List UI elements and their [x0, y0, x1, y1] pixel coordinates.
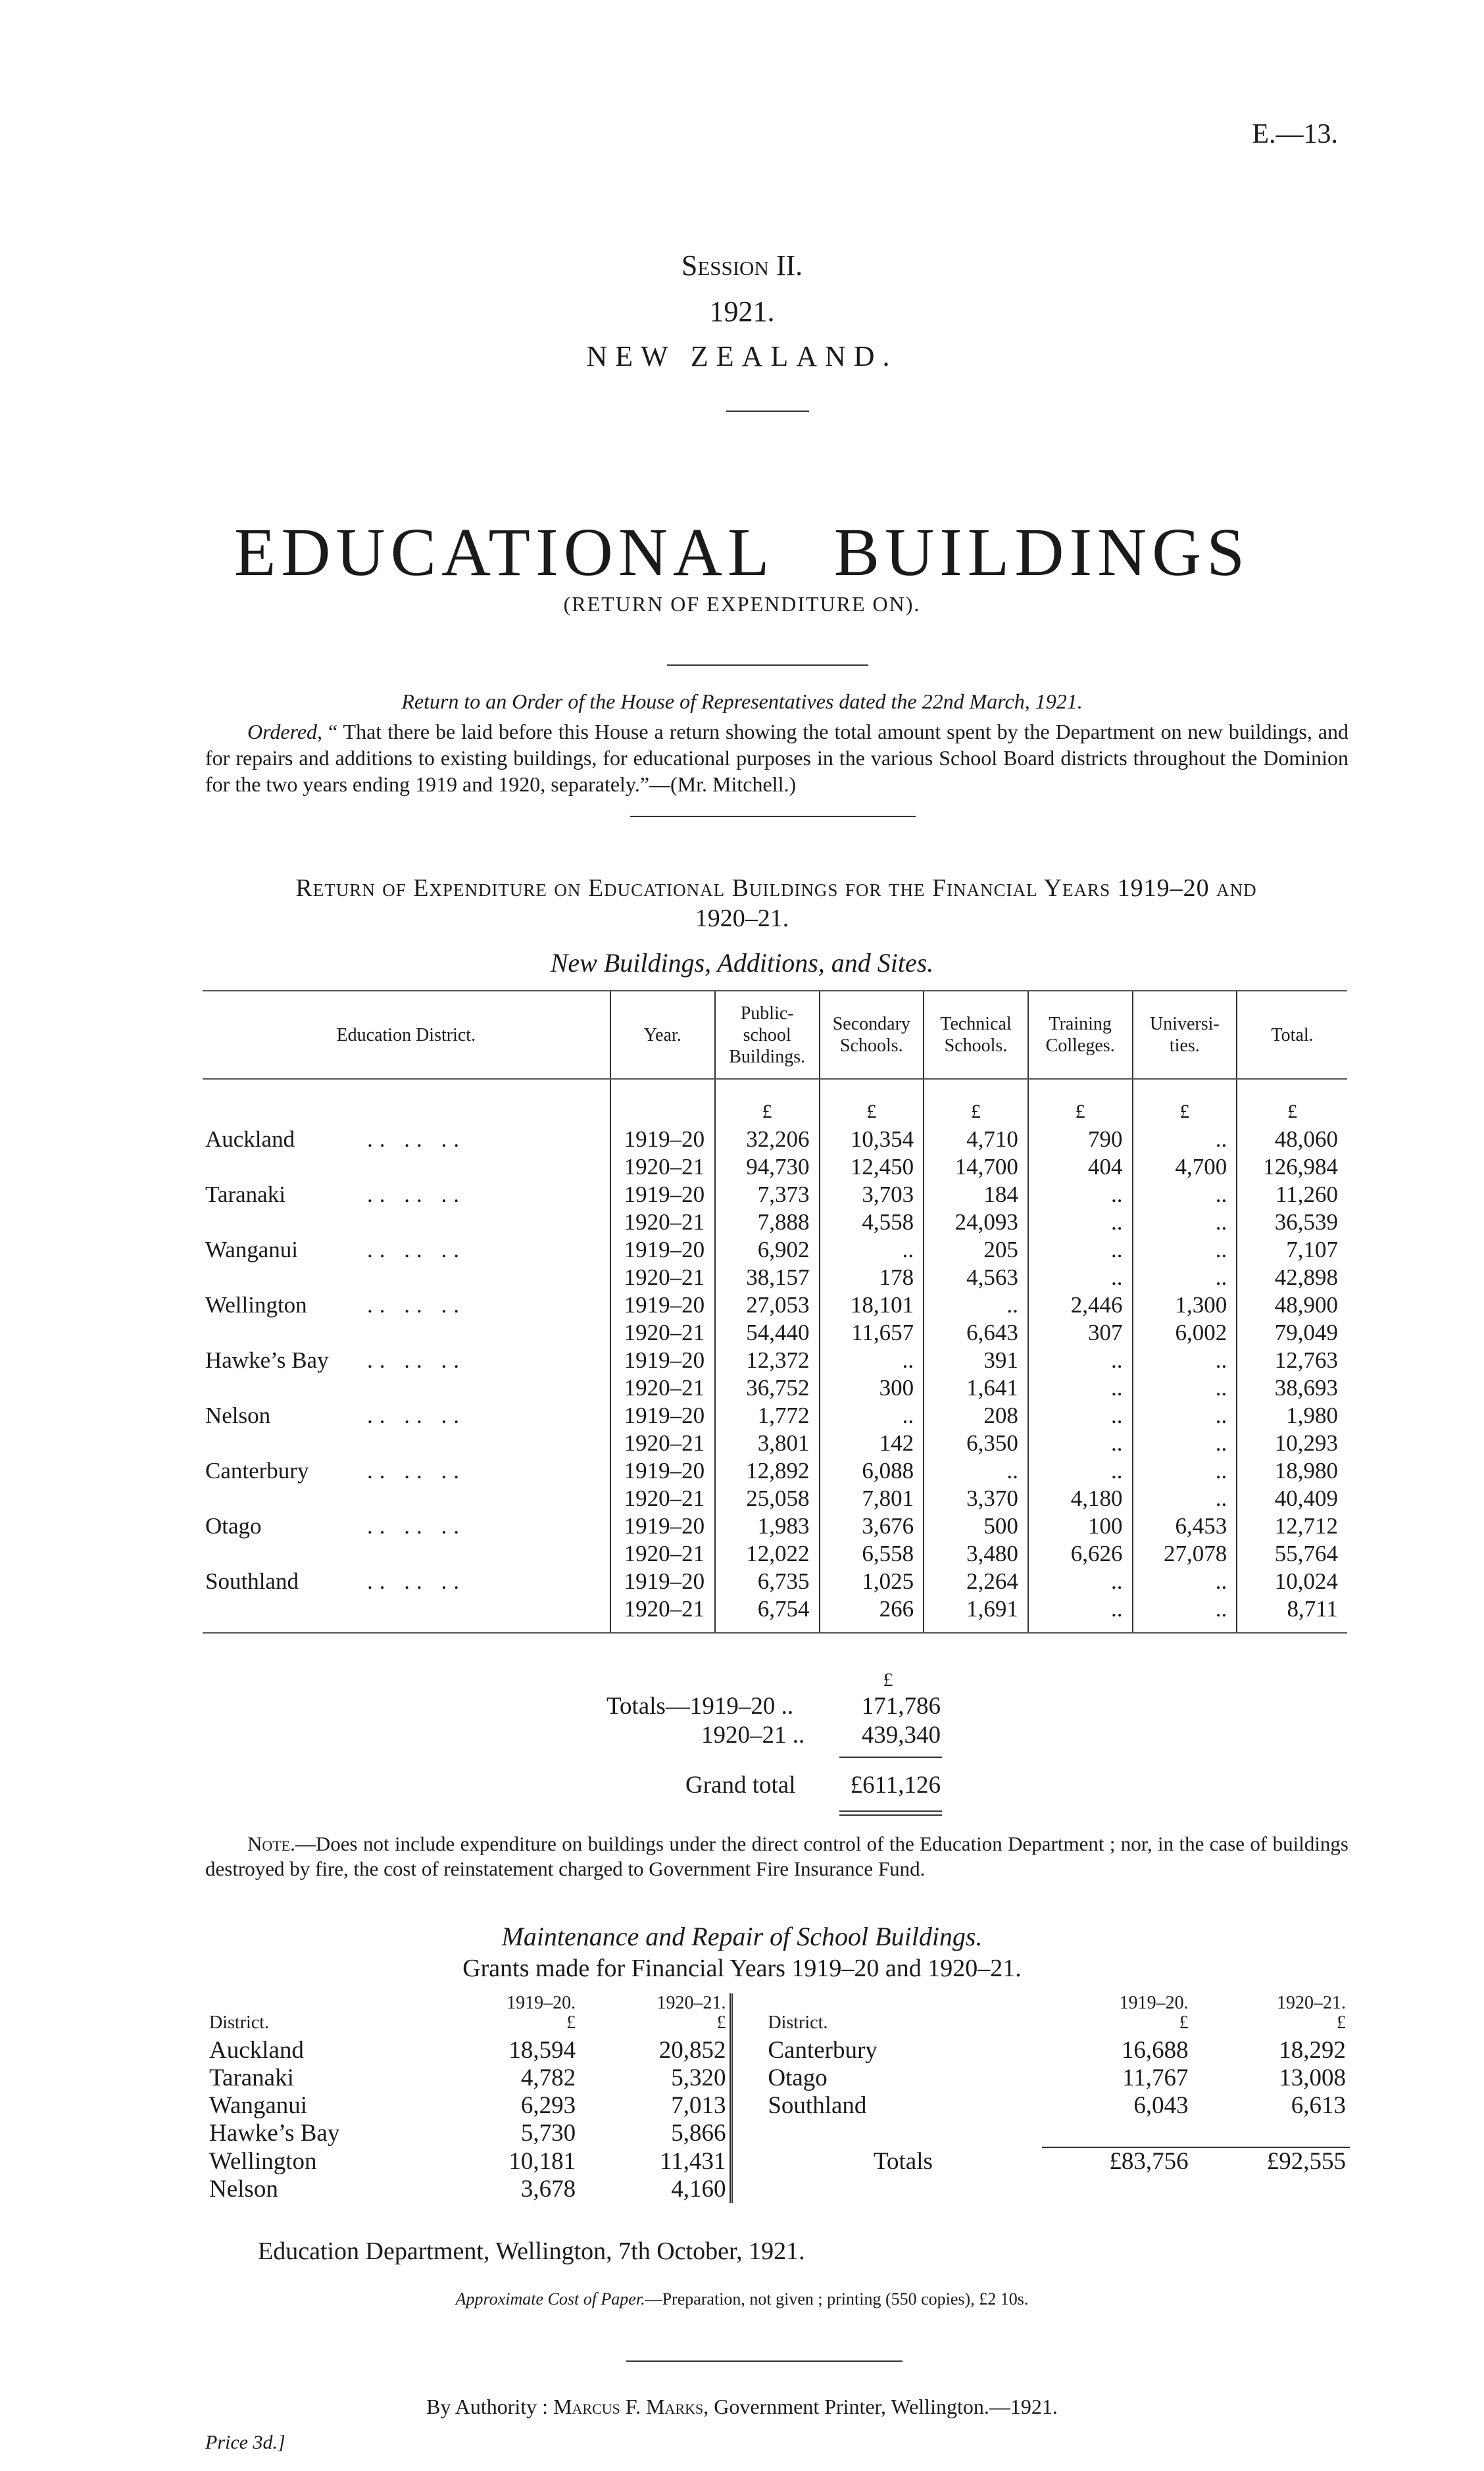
technical-cell: 24,093 [924, 1209, 1028, 1236]
column-separator [731, 2147, 748, 2176]
value-1919-cell: 10,181 [508, 2147, 576, 2175]
technical-cell: 6,350 [924, 1430, 1028, 1457]
technical-cell: 1,641 [924, 1374, 1028, 1402]
year-cell: 1920–21 [610, 1485, 715, 1512]
table-row [203, 1126, 1347, 1153]
public-cell: 36,752 [715, 1374, 820, 1402]
table-row [203, 1595, 1347, 1633]
table-row [203, 1209, 1347, 1236]
total-1919: £83,756 [1042, 2147, 1192, 2176]
universities-cell: .. [1133, 1347, 1237, 1374]
secondary-cell: .. [820, 1236, 924, 1264]
unit-label: £ [1133, 1079, 1237, 1126]
public-cell: 6,754 [715, 1595, 820, 1633]
universities-cell: .. [1133, 1126, 1237, 1153]
district-cell: Nelson [209, 2176, 278, 2203]
universities-cell: 6,002 [1133, 1319, 1237, 1347]
year-cell: 1919–20 [610, 1236, 715, 1264]
total-cell: 8,711 [1237, 1595, 1347, 1633]
public-cell: 1,772 [715, 1402, 820, 1430]
section2-subtitle: Grants made for Financial Years 1919–20 and 1920–21. [462, 1955, 1022, 1982]
year-cell: 1920–21 [610, 1264, 715, 1291]
section2-title: Maintenance and Repair of School Buildings. [501, 1922, 983, 1951]
universities-cell: 1,300 [1133, 1291, 1237, 1319]
training-cell: .. [1028, 1264, 1133, 1291]
district-cell: Taranaki [209, 2064, 294, 2091]
district-cell: Canterbury .. .. .. [205, 1458, 466, 1484]
total-cell: 40,409 [1237, 1485, 1347, 1512]
training-cell: 100 [1028, 1512, 1133, 1540]
universities-cell: .. [1133, 1402, 1237, 1430]
column-separator [731, 2092, 748, 2120]
note-block [205, 1832, 1348, 1882]
technical-cell: .. [924, 1291, 1028, 1319]
training-cell: .. [1028, 1209, 1133, 1236]
divider [626, 2360, 903, 2362]
table-row [203, 1291, 1347, 1319]
table-row [203, 1181, 1347, 1209]
divider [630, 816, 916, 817]
table-row [205, 2092, 1350, 2120]
divider [667, 664, 868, 666]
universities-cell: .. [1133, 1568, 1237, 1595]
technical-cell: 3,480 [924, 1540, 1028, 1568]
table-row [203, 1347, 1347, 1374]
secondary-cell: 266 [820, 1595, 924, 1633]
total-cell: 12,763 [1237, 1347, 1347, 1374]
value-1920-cell: 7,013 [671, 2092, 726, 2119]
year-cell: 1919–20 [610, 1457, 715, 1485]
empty-cell [748, 2120, 1042, 2147]
header-training: Training Colleges. [1028, 991, 1133, 1079]
value-1920-cell: 13,008 [1279, 2064, 1346, 2091]
technical-cell: 4,563 [924, 1264, 1028, 1291]
district-cell [203, 1209, 610, 1236]
year-cell: 1919–20 [610, 1402, 715, 1430]
authority-rest: Government Printer, Wellington.—1921. [714, 2395, 1058, 2418]
year-cell: 1919–20 [610, 1181, 715, 1209]
public-cell: 12,892 [715, 1457, 820, 1485]
year-cell: 1920–21 [610, 1540, 715, 1568]
table-row [205, 2147, 1350, 2176]
district-cell: Auckland .. .. .. [205, 1126, 466, 1152]
unit-label: £ [924, 1079, 1028, 1126]
note-lead: Note. [247, 1832, 295, 1855]
training-cell: 307 [1028, 1319, 1133, 1347]
training-cell: 4,180 [1028, 1485, 1133, 1512]
public-cell: 7,888 [715, 1209, 820, 1236]
header-universities: Universi-ties. [1133, 991, 1237, 1079]
page-title: EDUCATIONAL BUILDINGS [234, 514, 1250, 590]
header-district-left: District. [209, 2012, 269, 2033]
technical-cell: 3,370 [924, 1485, 1028, 1512]
district-cell [203, 1430, 610, 1457]
technical-cell: 184 [924, 1181, 1028, 1209]
secondary-cell: 1,025 [820, 1568, 924, 1595]
total-1920: £92,555 [1193, 2147, 1350, 2176]
year-cell: 1919–20 [610, 1291, 715, 1319]
public-cell: 32,206 [715, 1126, 820, 1153]
expenditure-table [203, 990, 1347, 1634]
year-cell: 1920–21 [610, 1374, 715, 1402]
universities-cell: .. [1133, 1181, 1237, 1209]
totals-label-1920: 1920–21 .. [701, 1722, 805, 1749]
table-row [203, 1430, 1347, 1457]
empty-cell [1193, 2120, 1350, 2147]
public-cell: 12,022 [715, 1540, 820, 1568]
table-row [203, 1485, 1347, 1512]
value-1919-cell: 11,767 [1122, 2064, 1189, 2091]
training-cell: .. [1028, 1347, 1133, 1374]
technical-cell: 500 [924, 1512, 1028, 1540]
header-1919-right: 1919–20. £ [1119, 1993, 1189, 2033]
public-cell: 12,372 [715, 1347, 820, 1374]
printer-name: Marcus F. Marks, [553, 2395, 709, 2418]
value-1920-cell: 11,431 [660, 2147, 726, 2175]
empty-cell [1042, 2120, 1192, 2147]
year-cell: 1920–21 [610, 1153, 715, 1181]
technical-cell: 14,700 [924, 1153, 1028, 1181]
secondary-cell: 142 [820, 1430, 924, 1457]
table-row [205, 2120, 1350, 2147]
public-cell: 6,735 [715, 1568, 820, 1595]
district-cell: Wellington .. .. .. [205, 1292, 466, 1318]
technical-cell: .. [924, 1457, 1028, 1485]
district-cell: Southland [768, 2092, 867, 2119]
district-cell [203, 1595, 610, 1633]
unit-label: £ [1028, 1079, 1133, 1126]
district-cell: Otago [768, 2064, 828, 2091]
page-subtitle: (RETURN OF EXPENDITURE ON). [563, 592, 921, 616]
value-1920-cell: 18,292 [1279, 2037, 1346, 2064]
empty-cell [748, 2176, 1042, 2203]
column-separator [731, 2176, 748, 2203]
universities-cell: .. [1133, 1595, 1237, 1633]
year-cell: 1920–21 [610, 1209, 715, 1236]
training-cell: .. [1028, 1457, 1133, 1485]
secondary-cell: 3,676 [820, 1512, 924, 1540]
section1-title: New Buildings, Additions, and Sites. [550, 948, 934, 978]
secondary-cell: 178 [820, 1264, 924, 1291]
session: Session II. [681, 249, 803, 282]
table-row [203, 1568, 1347, 1595]
price: Price 3d.] [205, 2432, 285, 2453]
technical-cell: 391 [924, 1347, 1028, 1374]
divider [839, 1757, 942, 1758]
authority-line [0, 2395, 1484, 2419]
cost-text: —Preparation, not given ; printing (550 copies), £2 10s. [645, 2289, 1029, 2309]
district-cell [203, 1319, 610, 1347]
column-separator [731, 2120, 748, 2147]
technical-cell: 4,710 [924, 1126, 1028, 1153]
total-cell: 1,980 [1237, 1402, 1347, 1430]
universities-cell: .. [1133, 1236, 1237, 1264]
total-cell: 12,712 [1237, 1512, 1347, 1540]
training-cell: .. [1028, 1568, 1133, 1595]
totals-label-1919: Totals—1919–20 .. [606, 1693, 794, 1720]
header-1920-right: 1920–21. £ [1277, 1993, 1346, 2033]
district-cell: Taranaki .. .. .. [205, 1182, 466, 1207]
universities-cell: 27,078 [1133, 1540, 1237, 1568]
table-row [205, 2064, 1350, 2092]
table-row [203, 1153, 1347, 1181]
value-1919-cell: 18,594 [508, 2037, 576, 2064]
header-1919-left: 1919–20. £ [507, 1993, 576, 2033]
cost-line [0, 2289, 1484, 2309]
cost-lead: Approximate Cost of Paper. [455, 2289, 645, 2309]
district-cell: Southland .. .. .. [205, 1568, 466, 1594]
secondary-cell: 10,354 [820, 1126, 924, 1153]
column-separator [731, 2037, 748, 2064]
header-1920-left: 1920–21. £ [656, 1993, 726, 2033]
table-row [203, 1236, 1347, 1264]
totals-value-1920: 439,340 [861, 1722, 941, 1749]
empty-cell [1042, 2176, 1192, 2203]
header-public: Public-school Buildings. [715, 991, 820, 1079]
district-cell [203, 1485, 610, 1512]
total-cell: 10,024 [1237, 1568, 1347, 1595]
training-cell: 404 [1028, 1153, 1133, 1181]
column-separator [731, 2064, 748, 2092]
public-cell: 7,373 [715, 1181, 820, 1209]
total-cell: 48,060 [1237, 1126, 1347, 1153]
value-1919-cell: 5,730 [520, 2120, 576, 2147]
total-cell: 11,260 [1237, 1181, 1347, 1209]
secondary-cell: 300 [820, 1374, 924, 1402]
public-cell: 27,053 [715, 1291, 820, 1319]
total-cell: 10,293 [1237, 1430, 1347, 1457]
table-row [203, 1540, 1347, 1568]
header-total: Total. [1237, 991, 1347, 1079]
order-heading: Return to an Order of the House of Representatives dated the 22nd March, 1921. [401, 689, 1083, 713]
universities-cell: .. [1133, 1374, 1237, 1402]
year-cell: 1920–21 [610, 1595, 715, 1633]
paper-code: E.—13. [1252, 119, 1338, 149]
year-cell: 1919–20 [610, 1568, 715, 1595]
district-cell: Otago .. .. .. [205, 1513, 466, 1539]
technical-cell: 6,643 [924, 1319, 1028, 1347]
total-cell: 7,107 [1237, 1236, 1347, 1264]
empty-cell [1193, 2176, 1350, 2203]
secondary-cell: 6,088 [820, 1457, 924, 1485]
header-district: Education District. [203, 991, 610, 1079]
secondary-cell: 18,101 [820, 1291, 924, 1319]
public-cell: 94,730 [715, 1153, 820, 1181]
maintenance-table [205, 1993, 1350, 2203]
total-cell: 79,049 [1237, 1319, 1347, 1347]
training-cell: .. [1028, 1181, 1133, 1209]
secondary-cell: 11,657 [820, 1319, 924, 1347]
header-technical: Technical Schools. [924, 991, 1028, 1079]
district-cell [203, 1374, 610, 1402]
universities-cell: 6,453 [1133, 1512, 1237, 1540]
value-1920-cell: 5,866 [671, 2120, 726, 2147]
value-1919-cell: 6,293 [520, 2092, 576, 2119]
universities-cell: .. [1133, 1457, 1237, 1485]
total-cell: 36,539 [1237, 1209, 1347, 1236]
technical-cell: 2,264 [924, 1568, 1028, 1595]
note-text: —Does not include expenditure on buildings under the direct control of the Education Department ; nor, in the case of buildings destroyed by fire, the cost of reinstatement charged to Government Fire Insurance Fund. [205, 1832, 1348, 1880]
district-cell [203, 1153, 610, 1181]
authority-lead: By Authority : [426, 2395, 549, 2418]
district-cell: Wanganui [209, 2092, 308, 2119]
district-cell [203, 1264, 610, 1291]
grand-total-value: £611,126 [850, 1772, 941, 1799]
divider [726, 411, 809, 412]
double-rule [839, 1810, 942, 1816]
training-cell: 6,626 [1028, 1540, 1133, 1568]
value-1919-cell: 16,688 [1121, 2037, 1189, 2064]
public-cell: 6,902 [715, 1236, 820, 1264]
units-row [203, 1079, 1347, 1126]
table-row [203, 1512, 1347, 1540]
technical-cell: 1,691 [924, 1595, 1028, 1633]
training-cell: .. [1028, 1402, 1133, 1430]
unit-label: £ [715, 1079, 820, 1126]
table-row [203, 1374, 1347, 1402]
value-1919-cell: 3,678 [520, 2176, 576, 2203]
value-1920-cell: 6,613 [1291, 2092, 1346, 2119]
universities-cell: .. [1133, 1430, 1237, 1457]
return-title-line1: Return of Expenditure on Educational Buildings for the Financial Years 1919–20 and [295, 874, 1257, 902]
unit-label: £ [820, 1079, 924, 1126]
public-cell: 54,440 [715, 1319, 820, 1347]
universities-cell: .. [1133, 1485, 1237, 1512]
public-cell: 38,157 [715, 1264, 820, 1291]
order-text-block [205, 718, 1348, 797]
secondary-cell: 12,450 [820, 1153, 924, 1181]
header-year: Year. [610, 991, 715, 1079]
table-row [205, 2037, 1350, 2064]
year-cell: 1919–20 [610, 1512, 715, 1540]
total-cell: 55,764 [1237, 1540, 1347, 1568]
value-1920-cell: 20,852 [658, 2037, 726, 2064]
secondary-cell: 3,703 [820, 1181, 924, 1209]
value-1920-cell: 5,320 [671, 2064, 726, 2091]
value-1919-cell: 4,782 [520, 2064, 576, 2091]
technical-cell: 205 [924, 1236, 1028, 1264]
year-cell: 1920–21 [610, 1319, 715, 1347]
technical-cell: 208 [924, 1402, 1028, 1430]
table-row [203, 1402, 1347, 1430]
training-cell: .. [1028, 1236, 1133, 1264]
year: 1921. [709, 295, 775, 328]
district-cell: Auckland [209, 2037, 304, 2064]
year-cell: 1920–21 [610, 1430, 715, 1457]
value-1920-cell: 4,160 [671, 2176, 726, 2203]
secondary-cell: .. [820, 1402, 924, 1430]
return-title-line2: 1920–21. [695, 905, 789, 932]
order-text: “ That there be laid before this House a return showing the total amount spent by the Department on new buildings, and for repairs and additions to existing buildings, for educational purposes in the various School Board districts throughout the Dominion for the two years ending 1919 and 1920, separately.”—(Mr. Mitchell.) [205, 720, 1349, 796]
secondary-cell: 4,558 [820, 1209, 924, 1236]
universities-cell: 4,700 [1133, 1153, 1237, 1181]
value-1919-cell: 6,043 [1133, 2092, 1189, 2119]
training-cell: .. [1028, 1374, 1133, 1402]
table-row [203, 1264, 1347, 1291]
total-cell: 18,980 [1237, 1457, 1347, 1485]
district-cell [203, 1540, 610, 1568]
header-district-right: District. [768, 2012, 828, 2033]
district-cell: Canterbury [768, 2037, 878, 2064]
unit-label: £ [1237, 1079, 1347, 1126]
dateline: Education Department, Wellington, 7th October, 1921. [258, 2237, 805, 2265]
secondary-cell: 7,801 [820, 1485, 924, 1512]
total-cell: 42,898 [1237, 1264, 1347, 1291]
year-cell: 1919–20 [610, 1126, 715, 1153]
table-row [203, 1319, 1347, 1347]
district-cell: Wanganui .. .. .. [205, 1237, 466, 1262]
order-lead: Ordered, [247, 720, 323, 743]
totals-unit: £ [883, 1669, 893, 1691]
year-cell: 1919–20 [610, 1347, 715, 1374]
country: NEW ZEALAND. [586, 340, 898, 372]
training-cell: 2,446 [1028, 1291, 1133, 1319]
public-cell: 1,983 [715, 1512, 820, 1540]
header-secondary: Secondary Schools. [820, 991, 924, 1079]
grand-total-label: Grand total [685, 1772, 796, 1799]
district-cell: Nelson .. .. .. [205, 1403, 466, 1428]
total-cell: 48,900 [1237, 1291, 1347, 1319]
training-cell: .. [1028, 1430, 1133, 1457]
total-cell: 126,984 [1237, 1153, 1347, 1181]
table-row [205, 2176, 1350, 2203]
public-cell: 3,801 [715, 1430, 820, 1457]
secondary-cell: 6,558 [820, 1540, 924, 1568]
secondary-cell: .. [820, 1347, 924, 1374]
district-cell: Hawke’s Bay [209, 2120, 340, 2147]
universities-cell: .. [1133, 1264, 1237, 1291]
totals-label: Totals [873, 2147, 933, 2175]
totals-value-1919: 171,786 [861, 1693, 941, 1720]
training-cell: .. [1028, 1595, 1133, 1633]
training-cell: 790 [1028, 1126, 1133, 1153]
total-cell: 38,693 [1237, 1374, 1347, 1402]
universities-cell: .. [1133, 1209, 1237, 1236]
public-cell: 25,058 [715, 1485, 820, 1512]
table-row [203, 1457, 1347, 1485]
district-cell: Hawke’s Bay .. .. .. [205, 1347, 466, 1373]
column-separator [731, 1993, 748, 2037]
district-cell: Wellington [209, 2147, 317, 2175]
